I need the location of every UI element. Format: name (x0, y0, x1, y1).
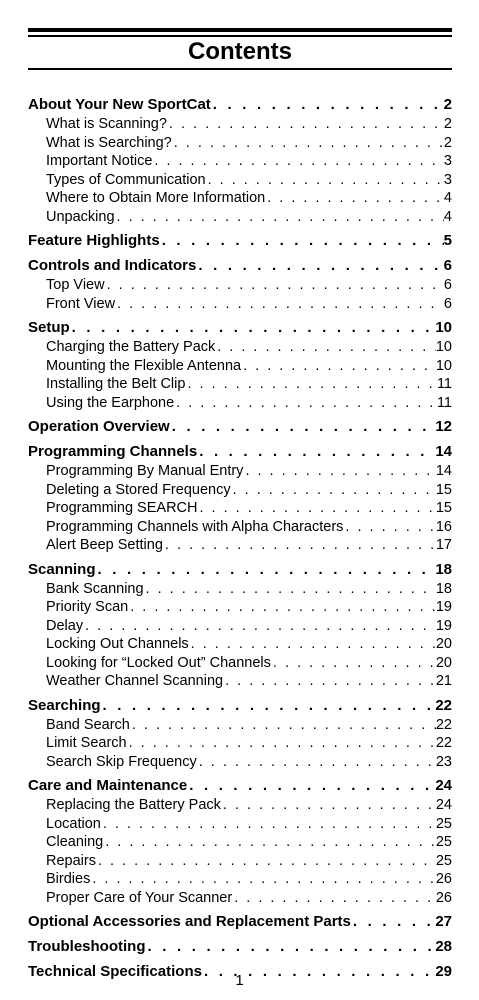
dot-leader (215, 338, 436, 357)
dot-leader (96, 852, 436, 871)
dot-leader (174, 394, 437, 413)
toc-entry[interactable] (28, 734, 452, 753)
toc-heading-label: Optional Accessories and Replacement Parts (28, 913, 351, 930)
dot-leader (163, 536, 436, 555)
dot-leader (144, 580, 436, 599)
toc-entry[interactable] (28, 115, 452, 134)
toc-entry[interactable] (28, 338, 452, 357)
dot-leader (127, 734, 436, 753)
dot-leader (198, 499, 436, 518)
toc-section-heading[interactable] (28, 318, 452, 338)
toc-page-number: 22 (435, 735, 452, 751)
toc-section (28, 912, 452, 932)
toc-entry-label: Cleaning (46, 834, 104, 850)
toc-page-number: 5 (443, 232, 452, 249)
toc-page-number: 23 (435, 753, 452, 770)
toc-entry-label: Search Skip Frequency (46, 753, 197, 770)
toc-section (28, 442, 452, 555)
toc-entry-label: Weather Channel Scanning (46, 673, 224, 689)
toc-page-number: 20 (435, 636, 452, 652)
toc-page-number: 25 (435, 815, 452, 832)
toc-entry[interactable] (28, 815, 452, 834)
toc-page-number: 12 (435, 418, 452, 435)
toc-page-number: 3 (443, 153, 452, 169)
toc-page-number: 25 (435, 852, 452, 869)
toc-entry[interactable] (28, 536, 452, 555)
toc-heading-label: Searching (28, 696, 101, 714)
toc-entry-label: Alert Beep Setting (46, 537, 163, 553)
toc-entry-label: Where to Obtain More Information (46, 190, 266, 206)
dot-leader (83, 617, 436, 636)
toc-section-heading[interactable] (28, 912, 452, 932)
toc-entry[interactable] (28, 171, 452, 190)
toc-entry[interactable] (28, 889, 452, 908)
dot-leader (241, 357, 436, 376)
toc-entry[interactable] (28, 598, 452, 617)
toc-section-heading[interactable] (28, 95, 452, 115)
table-of-contents (28, 95, 452, 987)
toc-section-heading[interactable] (28, 256, 452, 276)
toc-entry-label: Installing the Belt Clip (46, 376, 186, 392)
toc-section-heading[interactable] (28, 776, 452, 796)
toc-page-number: 4 (443, 190, 452, 206)
page-number: 1 (235, 972, 244, 989)
toc-page-number: 2 (443, 116, 452, 132)
toc-entry[interactable] (28, 617, 452, 636)
dot-leader (101, 815, 436, 834)
toc-heading-label: About Your New SportCat (28, 96, 211, 113)
toc-page-number: 24 (435, 777, 452, 794)
dot-leader (101, 696, 436, 716)
toc-section-heading[interactable] (28, 417, 452, 437)
toc-section (28, 256, 452, 313)
toc-page-number: 15 (435, 500, 452, 516)
toc-section (28, 696, 452, 772)
toc-entry-label: Unpacking (46, 208, 115, 225)
toc-entry-label: Looking for “Locked Out” Channels (46, 654, 271, 671)
dot-leader (343, 518, 435, 537)
toc-entry-label: Mounting the Flexible Antenna (46, 357, 242, 374)
dot-leader (115, 295, 444, 314)
toc-entry-label: Top View (46, 277, 105, 293)
toc-entry-label: Priority Scan (46, 599, 129, 615)
toc-section-heading[interactable] (28, 696, 452, 716)
dot-leader (223, 672, 436, 691)
toc-entry-label: Programming SEARCH (46, 500, 198, 516)
dot-leader (152, 152, 444, 171)
dot-leader (206, 171, 444, 190)
dot-leader (70, 318, 436, 338)
toc-entry[interactable] (28, 499, 452, 518)
toc-entry-label: Types of Communication (46, 171, 206, 188)
dot-leader (351, 912, 435, 932)
toc-heading-label: Care and Maintenance (28, 777, 188, 794)
top-rule-thick (28, 28, 452, 32)
toc-entry-label: What is Searching? (46, 134, 172, 151)
toc-entry[interactable] (28, 753, 452, 772)
toc-entry[interactable] (28, 518, 452, 537)
toc-page-number: 11 (436, 376, 452, 392)
dot-leader (172, 134, 444, 153)
toc-heading-label: Programming Channels (28, 443, 198, 460)
toc-section-heading[interactable] (28, 560, 452, 580)
toc-entry-label: Charging the Battery Pack (46, 339, 216, 355)
dot-leader (105, 276, 444, 295)
toc-page-number: 26 (435, 871, 452, 887)
page-title: Contents (188, 38, 292, 65)
toc-page-number: 26 (435, 889, 452, 906)
toc-page-number: 21 (435, 673, 452, 689)
toc-entry-label: Limit Search (46, 735, 127, 751)
toc-entry[interactable] (28, 357, 452, 376)
toc-page-number: 10 (435, 339, 452, 355)
dot-leader (146, 937, 436, 957)
toc-entry[interactable] (28, 295, 452, 314)
toc-page-number: 2 (443, 134, 452, 151)
toc-section-heading[interactable] (28, 937, 452, 957)
dot-leader (196, 256, 443, 276)
toc-page-number: 28 (435, 938, 452, 955)
toc-page-number: 4 (443, 208, 452, 225)
toc-heading-label: Operation Overview (28, 418, 170, 435)
toc-section (28, 417, 452, 437)
dot-leader (103, 833, 436, 852)
dot-leader (170, 417, 436, 437)
toc-entry[interactable] (28, 189, 452, 208)
toc-entry[interactable] (28, 208, 452, 227)
toc-heading-label: Feature Highlights (28, 232, 160, 249)
toc-page-number: 3 (443, 171, 452, 188)
toc-entry[interactable] (28, 796, 452, 815)
toc-entry-label: Repairs (46, 852, 96, 869)
dot-leader (232, 889, 436, 908)
dot-leader (271, 654, 436, 673)
toc-page-number: 22 (435, 716, 452, 733)
toc-page-number: 25 (435, 834, 452, 850)
toc-entry[interactable] (28, 852, 452, 871)
dot-leader (167, 115, 444, 134)
toc-entry-label: Locking Out Channels (46, 636, 189, 652)
toc-entry-label: Programming Channels with Alpha Characters (46, 518, 344, 535)
toc-entry-label: Delay (46, 617, 84, 634)
toc-page-number: 20 (435, 654, 452, 671)
toc-page-number: 2 (443, 96, 452, 113)
toc-section (28, 231, 452, 251)
toc-page-number: 24 (435, 797, 452, 813)
toc-entry[interactable] (28, 481, 452, 500)
dot-leader (221, 796, 436, 815)
toc-entry-label: Important Notice (46, 153, 153, 169)
toc-page-number: 11 (436, 394, 452, 411)
toc-entry[interactable] (28, 833, 452, 852)
toc-page-number: 18 (435, 560, 452, 578)
toc-entry[interactable] (28, 580, 452, 599)
dot-leader (187, 776, 435, 796)
toc-page-number: 22 (435, 696, 452, 714)
toc-heading-label: Troubleshooting (28, 938, 146, 955)
toc-entry-label: Bank Scanning (46, 580, 144, 597)
toc-page-number: 10 (435, 319, 452, 336)
toc-page-number: 6 (443, 277, 452, 293)
toc-section (28, 560, 452, 691)
toc-entry[interactable] (28, 654, 452, 673)
title-bottom-rule (28, 68, 452, 70)
toc-page-number: 29 (435, 963, 452, 980)
toc-page-number: 18 (435, 580, 452, 597)
toc-page-number: 19 (435, 617, 452, 634)
toc-section-heading[interactable] (28, 231, 452, 251)
dot-leader (197, 442, 435, 462)
dot-leader (160, 231, 444, 251)
toc-entry[interactable] (28, 394, 452, 413)
dot-leader (115, 208, 444, 227)
toc-entry-label: Using the Earphone (46, 394, 175, 411)
toc-entry-label: Front View (46, 295, 116, 312)
toc-entry-label: Proper Care of Your Scanner (46, 889, 233, 906)
toc-entry[interactable] (28, 462, 452, 481)
toc-entry-label: Location (46, 815, 101, 832)
toc-entry-label: Birdies (46, 871, 91, 887)
toc-heading-label: Setup (28, 319, 70, 336)
toc-entry[interactable] (28, 716, 452, 735)
toc-section (28, 95, 452, 226)
toc-page-number: 6 (443, 295, 452, 312)
dot-leader (189, 635, 436, 654)
toc-entry-label: Deleting a Stored Frequency (46, 481, 231, 498)
toc-entry[interactable] (28, 134, 452, 153)
dot-leader (185, 375, 437, 394)
toc-entry[interactable] (28, 870, 452, 889)
dot-leader (265, 189, 444, 208)
toc-section-heading[interactable] (28, 442, 452, 462)
toc-page-number: 16 (435, 518, 452, 535)
toc-heading-label: Technical Specifications (28, 963, 202, 980)
toc-entry-label: Programming By Manual Entry (46, 463, 244, 479)
toc-entry-label: Replacing the Battery Pack (46, 797, 221, 813)
toc-heading-label: Controls and Indicators (28, 257, 197, 274)
toc-page-number: 19 (435, 599, 452, 615)
dot-leader (130, 716, 436, 735)
toc-entry-label: Band Search (46, 716, 130, 733)
toc-entry-label: What is Scanning? (46, 116, 167, 132)
toc-page-number: 6 (443, 257, 452, 274)
dot-leader (211, 95, 444, 115)
toc-page-number: 14 (435, 443, 452, 460)
toc-entry[interactable] (28, 276, 452, 295)
toc-heading-label: Scanning (28, 560, 96, 578)
dot-leader (128, 598, 436, 617)
dot-leader (96, 560, 436, 580)
toc-page-number: 14 (435, 463, 452, 479)
toc-entry[interactable] (28, 635, 452, 654)
toc-entry[interactable] (28, 152, 452, 171)
toc-section (28, 937, 452, 957)
toc-section (28, 776, 452, 907)
toc-page-number: 10 (435, 357, 452, 374)
dot-leader (243, 462, 435, 481)
dot-leader (231, 481, 436, 500)
toc-page-number: 15 (435, 481, 452, 498)
toc-entry[interactable] (28, 375, 452, 394)
toc-page-number: 17 (435, 537, 452, 553)
toc-entry[interactable] (28, 672, 452, 691)
toc-page-number: 27 (435, 913, 452, 930)
dot-leader (197, 753, 436, 772)
dot-leader (90, 870, 436, 889)
toc-section (28, 318, 452, 412)
